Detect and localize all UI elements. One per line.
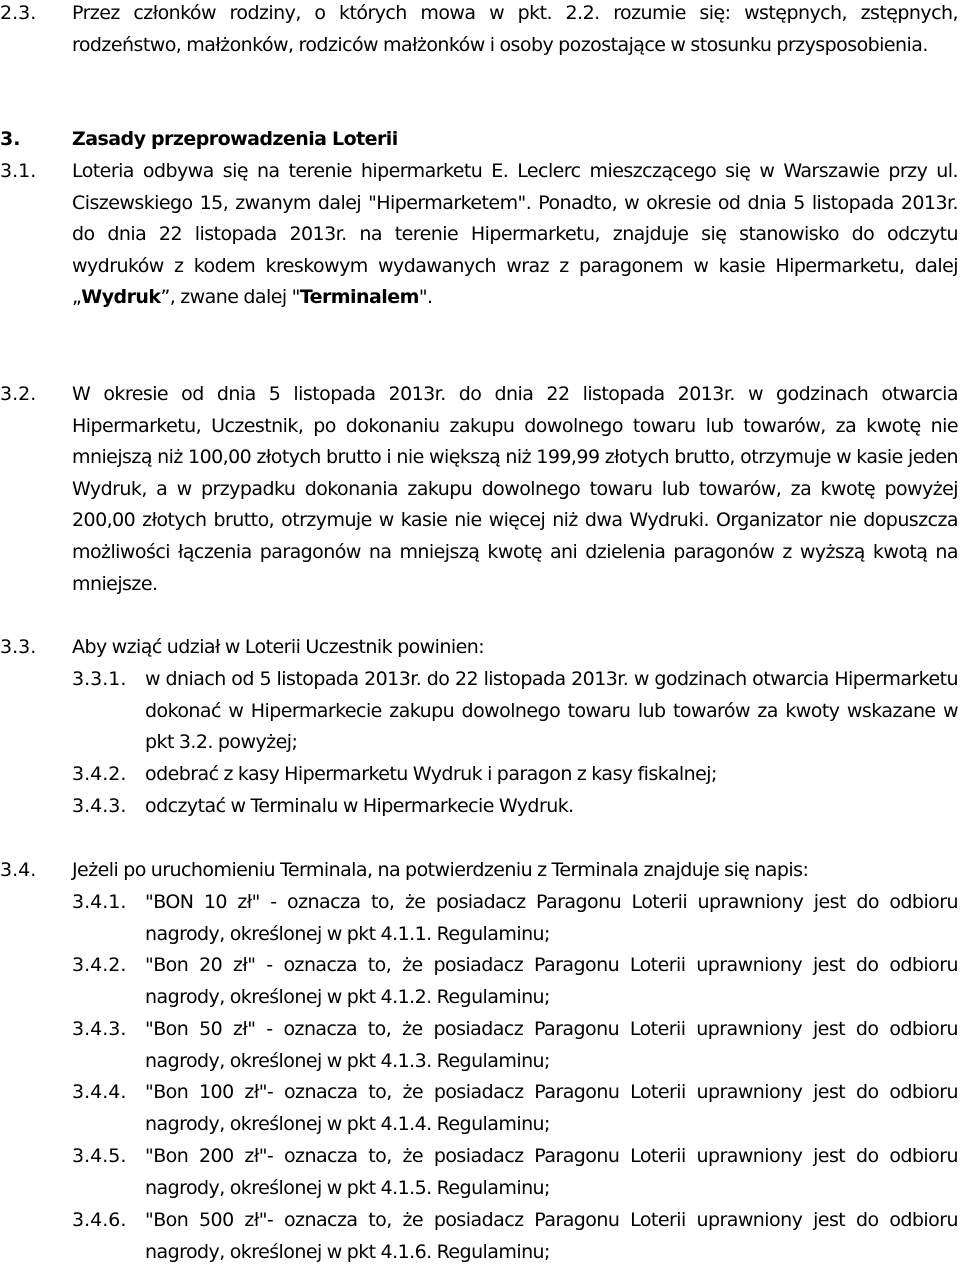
item-text: "Bon 200 zł"- oznacza to, że posiadacz Paragonu Loterii uprawniony jest do odbioru nagrody, określonej w pkt 4.1.5. Regulaminu; <box>145 1145 958 1199</box>
item-number: 3.4.1. <box>72 891 127 913</box>
item-number: 3.4.2. <box>72 954 127 976</box>
item-text: "Bon 100 zł"- oznacza to, że posiadacz Paragonu Loterii uprawniony jest do odbioru nagrody, określonej w pkt 4.1.4. Regulaminu; <box>145 1081 958 1135</box>
text-part: ". <box>418 286 433 309</box>
item-text: "Bon 20 zł" - oznacza to, że posiadacz Paragonu Loterii uprawniony jest do odbioru nagrody, określonej w pkt 4.1.2. Regulaminu; <box>145 954 958 1008</box>
item-text: odebrać z kasy Hipermarketu Wydruk i paragon z kasy fiskalnej; <box>145 763 717 785</box>
section-number: 3.2. <box>0 383 37 405</box>
item-text: odczytać w Terminalu w Hipermarkecie Wydruk. <box>145 795 574 817</box>
item-number: 3.4.2. <box>72 763 127 785</box>
section-text: Aby wziąć udział w Loterii Uczestnik powinien: <box>72 636 485 658</box>
item-number: 3.4.5. <box>72 1145 127 1167</box>
section-number: 3.4. <box>0 859 37 881</box>
section-3-2 <box>0 379 958 600</box>
text-part: Loteria odbywa się na terenie hipermarketu E. Leclerc mieszczącego się w Warszawie przy ul. Ciszewskiego 15, zwanym dalej "Hipermarketem". Ponadto, w okresie od dnia 5 listopada 2013r. do dnia 22 listopada 2013r. na terenie Hipermarketu, znajduje się stanowisko do odczytu wydruków z kodem kreskowym wydawanych wraz z paragonem w kasie Hipermarketu, dalej „ <box>72 160 958 309</box>
section-text: W okresie od dnia 5 listopada 2013r. do dnia 22 listopada 2013r. w godzinach otwarcia Hipermarketu, Uczestnik, po dokonaniu zakupu dowolnego towaru lub towarów, za kwotę nie mniejszą niż 100,00 złotych brutto i nie większą niż 199,99 złotych brutto, otrzymuje w kasie jeden Wydruk, a w przypadku dokonania zakupu dowolnego towaru lub towarów, za kwotę powyżej 200,00 złotych brutto, otrzymuje w kasie nie więcej niż dwa Wydruki. Organizator nie dopuszcza możliwości łączenia paragonów na mniejszą kwotę ani dzielenia paragonów z wyższą kwotą na mniejsze. <box>72 383 958 595</box>
list-item <box>72 791 958 823</box>
list-item <box>72 664 958 759</box>
section-3-3 <box>0 632 958 664</box>
section-heading: Zasady przeprowadzenia Loterii <box>72 128 398 150</box>
list-item <box>72 759 958 791</box>
section-text: Jeżeli po uruchomieniu Terminala, na potwierdzeniu z Terminala znajduje się napis: <box>72 859 809 881</box>
list-item <box>72 1141 958 1204</box>
section-3-1 <box>0 156 958 314</box>
section-number: 3.3. <box>0 636 37 658</box>
list-item <box>72 1077 958 1140</box>
section-text: Przez członków rodziny, o których mowa w pkt. 2.2. rozumie się: wstępnych, zstępnych, rodzeństwo, małżonków, rodziców małżonków i osoby pozostające w stosunku przysposobienia. <box>72 2 958 56</box>
term-wydruk: Wydruk <box>81 286 161 309</box>
section-text <box>72 156 958 314</box>
item-number: 3.4.6. <box>72 1209 127 1231</box>
section-number: 3. <box>0 128 21 150</box>
item-text: "BON 10 zł" - oznacza to, że posiadacz Paragonu Loterii uprawniony jest do odbioru nagrody, określonej w pkt 4.1.1. Regulaminu; <box>145 891 958 945</box>
list-item <box>72 950 958 1013</box>
item-number: 3.4.3. <box>72 795 127 817</box>
item-text: "Bon 500 zł"- oznacza to, że posiadacz Paragonu Loterii uprawniony jest do odbioru nagrody, określonej w pkt 4.1.6. Regulaminu; <box>145 1209 958 1263</box>
item-text: "Bon 50 zł" - oznacza to, że posiadacz Paragonu Loterii uprawniony jest do odbioru nagrody, określonej w pkt 4.1.3. Regulaminu; <box>145 1018 958 1072</box>
text-part: ”, zwane dalej " <box>160 286 300 309</box>
section-3-4 <box>0 855 958 887</box>
term-terminal: Terminalem <box>299 286 419 309</box>
section-3-heading <box>0 124 958 156</box>
item-number: 3.4.4. <box>72 1081 127 1103</box>
item-number: 3.4.3. <box>72 1018 127 1040</box>
item-text: w dniach od 5 listopada 2013r. do 22 listopada 2013r. w godzinach otwarcia Hipermarketu dokonać w Hipermarkecie zakupu dowolnego towaru lub towarów za kwoty wskazane w pkt 3.2. powyżej; <box>145 668 958 754</box>
section-number: 2.3. <box>0 2 37 24</box>
item-number: 3.3.1. <box>72 668 127 690</box>
section-2-3 <box>0 0 958 61</box>
list-item <box>72 887 958 950</box>
list-item <box>72 1205 958 1268</box>
list-item <box>72 1014 958 1077</box>
section-number: 3.1. <box>0 160 37 182</box>
